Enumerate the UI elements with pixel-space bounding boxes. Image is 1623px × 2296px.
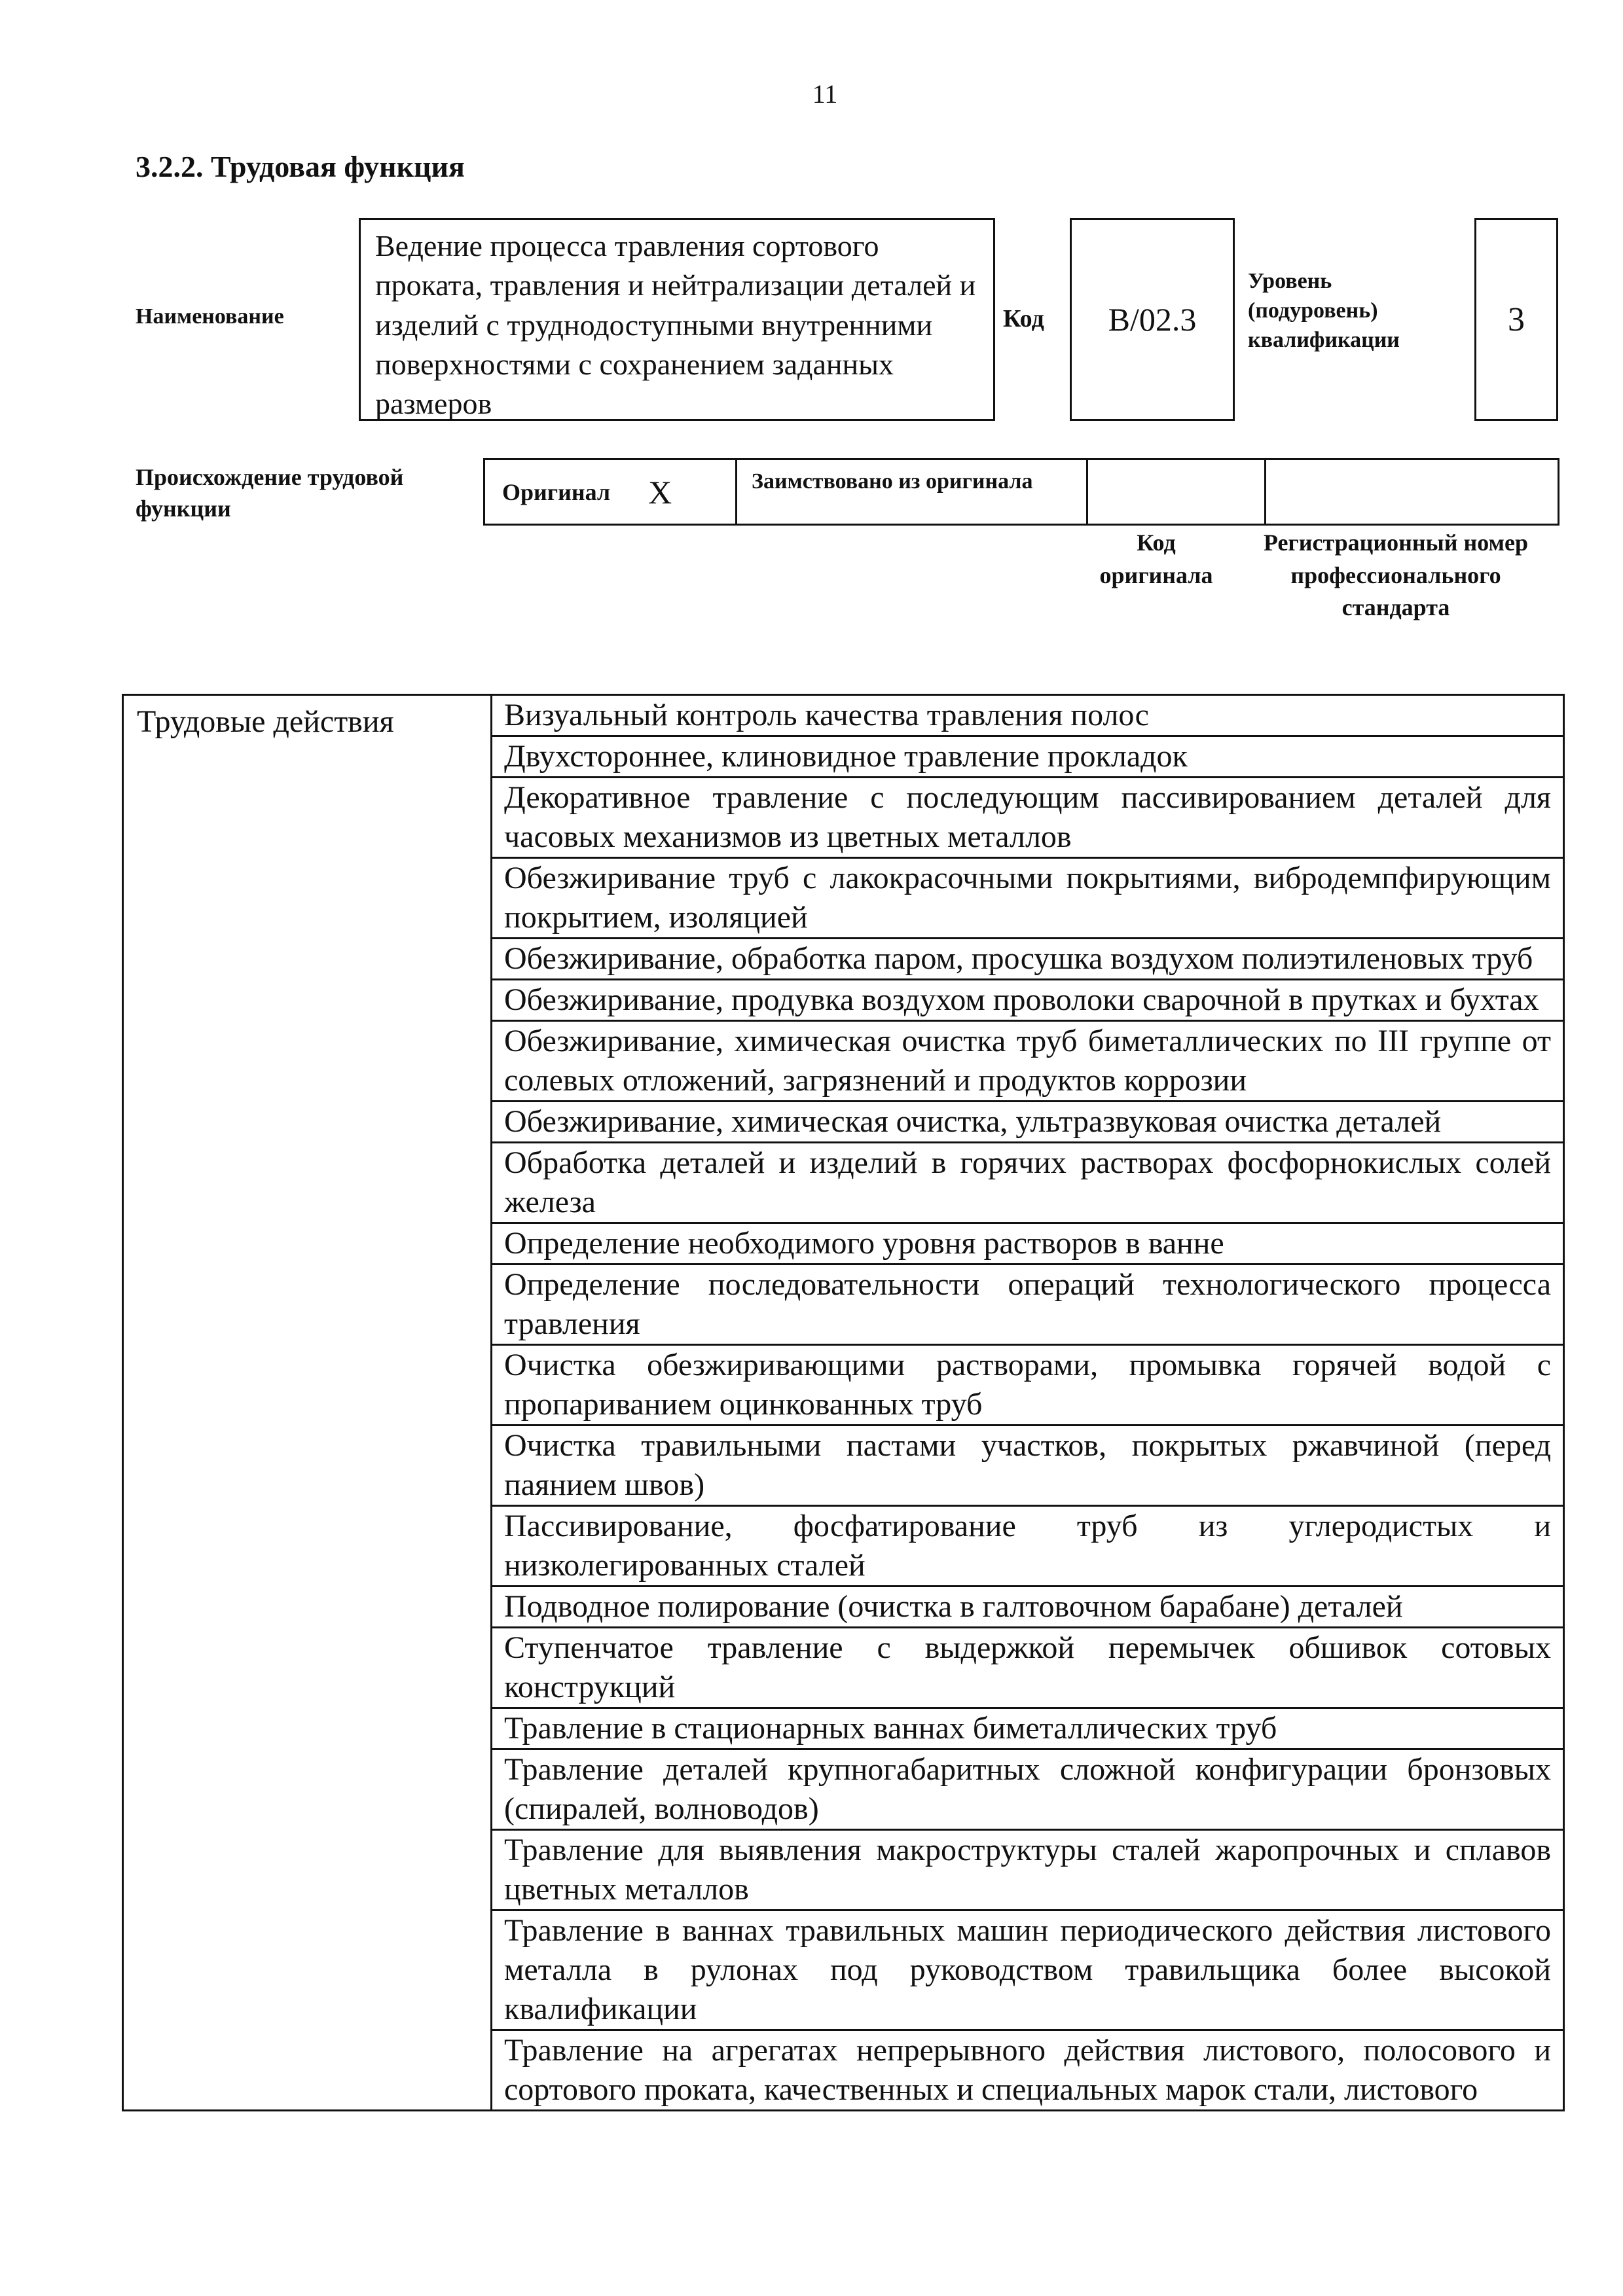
labor-actions-table <box>122 694 1565 2111</box>
labor-action-item: Определение необходимого уровня растворов в ванне <box>492 1223 1564 1265</box>
table-row <box>123 695 1564 736</box>
code-value: B/02.3 <box>1108 301 1197 338</box>
code-box <box>1070 218 1235 421</box>
labor-action-item: Пассивирование, фосфатирование труб из углеродистых и низколегированных сталей <box>492 1506 1564 1587</box>
labor-action-item: Подводное полирование (очистка в галтовочном барабане) деталей <box>492 1587 1564 1628</box>
code-original-caption: Код оригинала <box>1099 529 1213 588</box>
registration-number-cell <box>1266 460 1558 524</box>
labor-action-item: Двухстороннее, клиновидное травление прокладок <box>492 736 1564 778</box>
level-value: 3 <box>1508 300 1525 338</box>
level-box <box>1474 218 1558 421</box>
original-cell <box>485 460 737 524</box>
origin-label: Происхождение трудовой функции <box>136 464 404 522</box>
borrowed-cell <box>737 460 1088 524</box>
labor-action-item: Обезжиривание труб с лакокрасочными покрытиями, вибродемпфирующим покрытием, изоляцией <box>492 858 1564 939</box>
function-name-box <box>359 218 995 421</box>
borrowed-label: Заимствовано из оригинала <box>752 469 1033 493</box>
labor-action-item: Определение последовательности операций технологического процесса травления <box>492 1265 1564 1345</box>
original-mark: X <box>648 473 672 511</box>
original-label: Оригинал <box>502 478 611 505</box>
labor-action-item: Травление в ваннах травильных машин периодического действия листового металла в рулонах под руководством травильщика более высокой квалификации <box>492 1910 1564 2030</box>
labor-action-item: Обезжиривание, химическая очистка труб биметаллических по III группе от солевых отложений, загрязнений и продуктов коррозии <box>492 1021 1564 1102</box>
function-name-text: Ведение процесса травления сортового проката, травления и нейтрализации деталей и изделий с труднодоступными внутренними поверхностями с сохранением заданных размеров <box>375 229 976 420</box>
labor-action-item: Обезжиривание, химическая очистка, ультразвуковая очистка деталей <box>492 1102 1564 1143</box>
registration-number-caption: Регистрационный номер профессионального стандарта <box>1263 529 1529 621</box>
code-label: Код <box>1003 305 1044 332</box>
labor-action-item: Очистка обезжиривающими растворами, промывка горячей водой с пропариванием оцинкованных труб <box>492 1345 1564 1426</box>
labor-action-item: Обезжиривание, обработка паром, просушка воздухом полиэтиленовых труб <box>492 939 1564 980</box>
labor-action-item: Обработка деталей и изделий в горячих растворах фосфорнокислых солей железа <box>492 1143 1564 1223</box>
labor-action-item: Декоративное травление с последующим пассивированием деталей для часовых механизмов из цветных металлов <box>492 778 1564 858</box>
page-number: 11 <box>812 79 838 109</box>
labor-action-item: Травление для выявления макроструктуры сталей жаропрочных и сплавов цветных металлов <box>492 1830 1564 1910</box>
labor-action-item: Визуальный контроль качества травления полос <box>492 695 1564 736</box>
name-label: Наименование <box>136 304 284 329</box>
labor-action-item: Травление на агрегатах непрерывного действия листового, полосового и сортового проката, качественных и специальных марок стали, листового <box>492 2030 1564 2111</box>
original-code-cell <box>1088 460 1266 524</box>
labor-action-item: Травление деталей крупногабаритных сложной конфигурации бронзовых (спиралей, волноводов) <box>492 1749 1564 1830</box>
labor-action-item: Очистка травильными пастами участков, покрытых ржавчиной (перед паянием швов) <box>492 1426 1564 1506</box>
labor-action-item: Ступенчатое травление с выдержкой перемычек обшивок сотовых конструкций <box>492 1628 1564 1708</box>
labor-actions-header: Трудовые действия <box>123 695 492 2111</box>
origin-row <box>483 458 1559 526</box>
level-label: Уровень (подуровень) квалификации <box>1248 269 1400 352</box>
labor-action-item: Травление в стационарных ваннах биметаллических труб <box>492 1708 1564 1749</box>
labor-action-item: Обезжиривание, продувка воздухом проволоки сварочной в прутках и бухтах <box>492 980 1564 1021</box>
section-title: 3.2.2. Трудовая функция <box>136 150 465 183</box>
